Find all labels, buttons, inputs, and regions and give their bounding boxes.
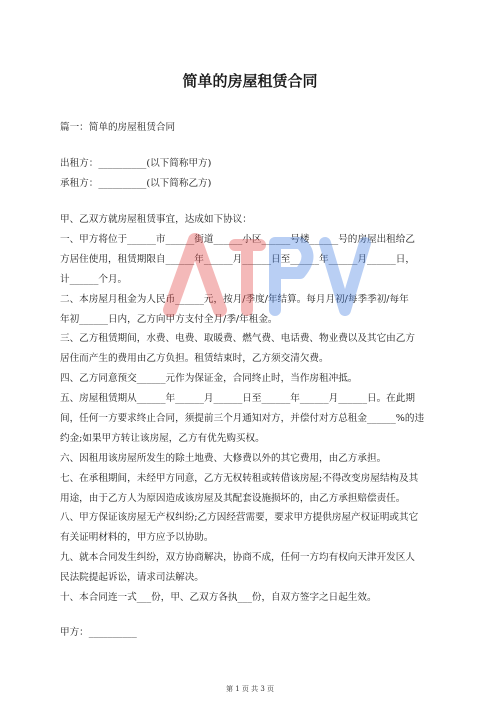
clause-line: 计______个月。: [60, 274, 128, 285]
clause-line: 间，任何一方要求终止合同，须提前三个月通知对方，并偿付对方总租金______%的违: [60, 413, 425, 424]
clause-line: 有关证明材料的，甲方应予以协助。: [60, 532, 214, 543]
clause-line: 约金;如果甲方转让该房屋，乙方有优先购买权。: [60, 433, 265, 444]
lessee-line: 承租方：__________(以下简称乙方): [60, 178, 212, 189]
clause-line: 五、房屋租赁期从______年______月______日至______年______月______日。在此期: [60, 393, 415, 404]
clause-line: 二、本房屋月租金为人民币______元，按月/季度/年结算。每月月初/每季季初/每年: [60, 294, 409, 305]
clause-line: 民法院提起诉讼，请求司法解决。: [60, 572, 204, 583]
page-footer: 第 1 页 共 3 页: [225, 685, 275, 693]
clause-line: 九、就本合同发生纠纷，双方协商解决，协商不成，任何一方均有权向天津开发区人: [60, 552, 415, 563]
document-title: 简单的房屋租赁合同: [182, 72, 318, 90]
clause-line: 十、本合同连一式___份，甲、乙双方各执___份，自双方签字之日起生效。: [60, 592, 377, 603]
clause-line: 六、因租用该房屋所发生的除土地费、大修费以外的其它费用，由乙方承担。: [60, 453, 387, 464]
clause-line: 方居住使用，租赁期限自______年______月______日至______年______月______日，: [60, 254, 415, 265]
signature-line: 甲方：__________: [60, 627, 137, 638]
clause-line: 三、乙方租赁期间，水费、电费、取暖费、燃气费、电话费、物业费以及其它由乙方: [60, 333, 415, 344]
document-subtitle: 篇一：简单的房屋租赁合同: [60, 122, 176, 133]
clause-line: 七、在承租期间，未经甲方同意，乙方无权转租或转借该房屋;不得改变房屋结构及其: [60, 473, 419, 484]
clause-line: 甲、乙双方就房屋租赁事宜，达成如下协议：: [60, 214, 252, 225]
clause-line: 用途，由于乙方人为原因造成该房屋及其配套设施损坏的，由乙方承担赔偿责任。: [60, 493, 406, 504]
lessor-line: 出租方：__________(以下简称甲方): [60, 158, 212, 169]
clause-line: 四、乙方同意预交______元作为保证金，合同终止时，当作房租冲抵。: [60, 373, 358, 384]
clause-line: 一、甲方将位于______市______街道______小区______号楼______号的房屋出租给乙: [60, 234, 415, 245]
clause-line: 年初______日内，乙方向甲方支付全月/季/年租金。: [60, 314, 278, 325]
clause-line: 八、甲方保证该房屋无产权纠纷;乙方因经营需要，要求甲方提供房屋产权证明或其它: [60, 512, 419, 523]
clause-line: 居住而产生的费用由乙方负担。租赁结束时，乙方须交清欠费。: [60, 353, 329, 364]
